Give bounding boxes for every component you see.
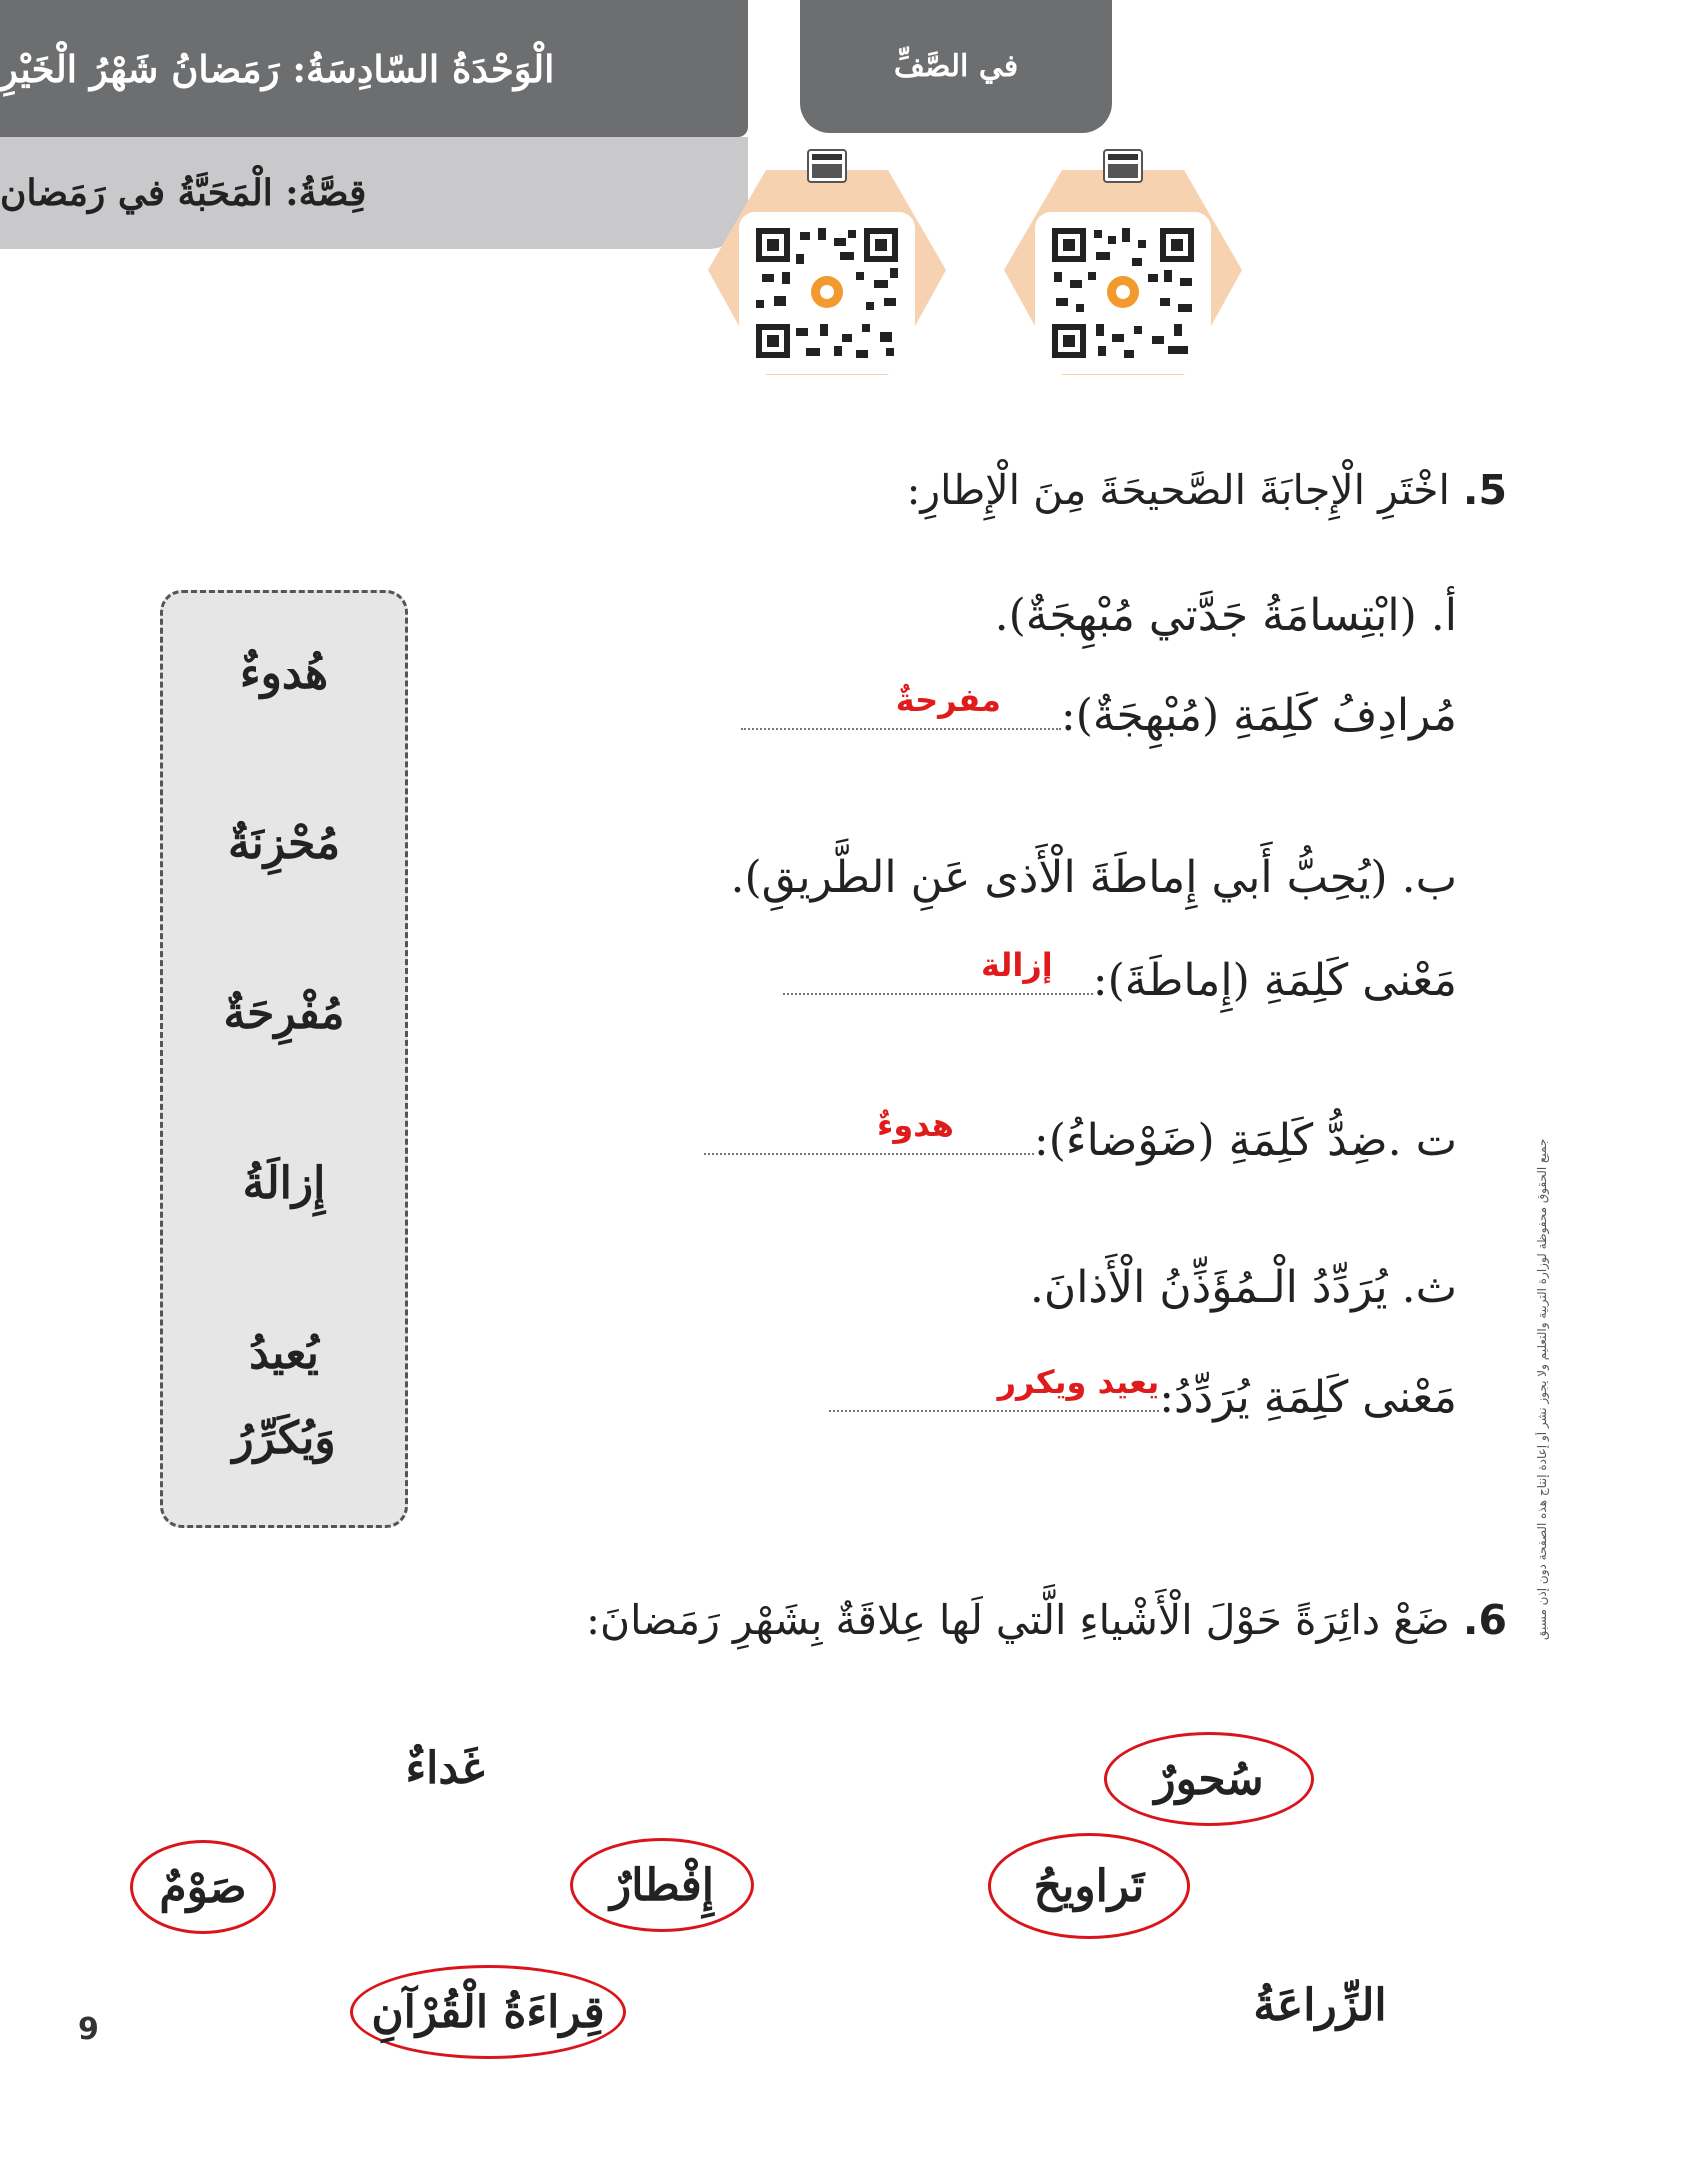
qr-code-left[interactable] — [696, 140, 958, 400]
sentence-b: ب. (يُحِبُّ أَبي إِماطَةَ الْأَذى عَنِ الطَّريقِ). — [730, 852, 1457, 903]
unit-title: الْوَحْدَةُ السّادِسَةُ: رَمَضانُ شَهْرُ الْخَيْرِ — [0, 46, 555, 91]
question-number: 6. — [1462, 1596, 1507, 1644]
item-suhoor[interactable]: سُحورٌ — [1104, 1732, 1314, 1826]
lesson-header-bar — [0, 137, 748, 249]
answer-a: مفرحةٌ — [895, 681, 1001, 719]
question-5-title — [907, 466, 1507, 514]
qr-code-right[interactable] — [992, 140, 1254, 400]
unit-header-bar — [0, 0, 748, 137]
page-number: 9 — [78, 2012, 99, 2047]
answer-blank-c[interactable] — [704, 1106, 1034, 1155]
item-quran[interactable]: قِراءَةُ الْقُرْآنِ — [350, 1965, 626, 2059]
answer-line-d — [829, 1363, 1457, 1423]
word-bank-item: إِزالَةُ — [242, 1158, 326, 1209]
question-c: ت .ضِدُّ كَلِمَةِ (ضَوْضاءُ): — [1033, 1115, 1457, 1166]
answer-blank-a[interactable] — [741, 681, 1061, 730]
item-sawm[interactable]: صَوْمٌ — [130, 1840, 276, 1934]
sentence-a: أ. (ابْتِسامَةُ جَدَّتي مُبْهِجَةٌ). — [994, 590, 1457, 641]
question-d: مَعْنى كَلِمَةِ يُرَدِّدُ: — [1159, 1372, 1457, 1423]
answer-blank-d[interactable] — [829, 1363, 1160, 1412]
answer-c: هدوءٌ — [877, 1106, 954, 1144]
item-iftar[interactable]: إِفْطارٌ — [570, 1838, 754, 1932]
item-ziraa[interactable]: الزِّراعَةُ — [1253, 1979, 1387, 2031]
answer-b: إزالة — [980, 946, 1053, 984]
qr-code-icon — [696, 140, 958, 400]
lesson-title: قِصَّةُ: الْمَحَبَّةُ في رَمَضان — [0, 172, 367, 214]
word-bank-item: مُحْزِنَةٌ — [227, 818, 341, 869]
item-ghadaa[interactable]: غَداءٌ — [405, 1742, 485, 1794]
question-prompt: ضَعْ دائِرَةً حَوْلَ الْأَشْياءِ الَّتي لَها عِلاقَةٌ بِشَهْرِ رَمَضانَ: — [586, 1596, 1450, 1644]
answer-blank-b[interactable] — [783, 946, 1093, 995]
qr-code-icon — [992, 140, 1254, 400]
word-bank-item: يُعيدُ — [249, 1328, 319, 1379]
answer-d: يعيد ويكرر — [997, 1363, 1160, 1401]
sentence-d: ث. يُرَدِّدُ الْـمُؤَذِّنُ الْأَذانَ. — [1029, 1262, 1457, 1313]
copyright-note: جميع الحقوق محفوظة لوزارة التربية والتعليم ولا يجوز نشر أو إعادة إنتاج هذه الصفحة دون إذن مسبق — [1535, 1138, 1549, 1640]
question-number: 5. — [1462, 466, 1507, 514]
item-taraweeh[interactable]: تَراويحُ — [988, 1833, 1190, 1939]
question-b: مَعْنى كَلِمَةِ (إِماطَةَ): — [1092, 955, 1457, 1006]
answer-line-b — [783, 946, 1457, 1006]
class-tab: في الصَّفِّ — [800, 0, 1112, 133]
question-a: مُرادِفُ كَلِمَةِ (مُبْهِجَةٌ): — [1060, 690, 1457, 741]
answer-line-c — [704, 1106, 1457, 1166]
question-6-title — [586, 1596, 1507, 1644]
answer-line-a — [741, 681, 1457, 741]
word-bank-box — [160, 590, 408, 1528]
question-prompt: اخْتَرِ الْإِجابَةَ الصَّحيحَةَ مِنَ الْإِطارِ: — [906, 466, 1450, 514]
word-bank-item: هُدوءٌ — [239, 648, 329, 699]
word-bank-item: مُفْرِحَةٌ — [223, 988, 345, 1039]
word-bank-item: وَيُكَرِّرُ — [232, 1413, 336, 1464]
